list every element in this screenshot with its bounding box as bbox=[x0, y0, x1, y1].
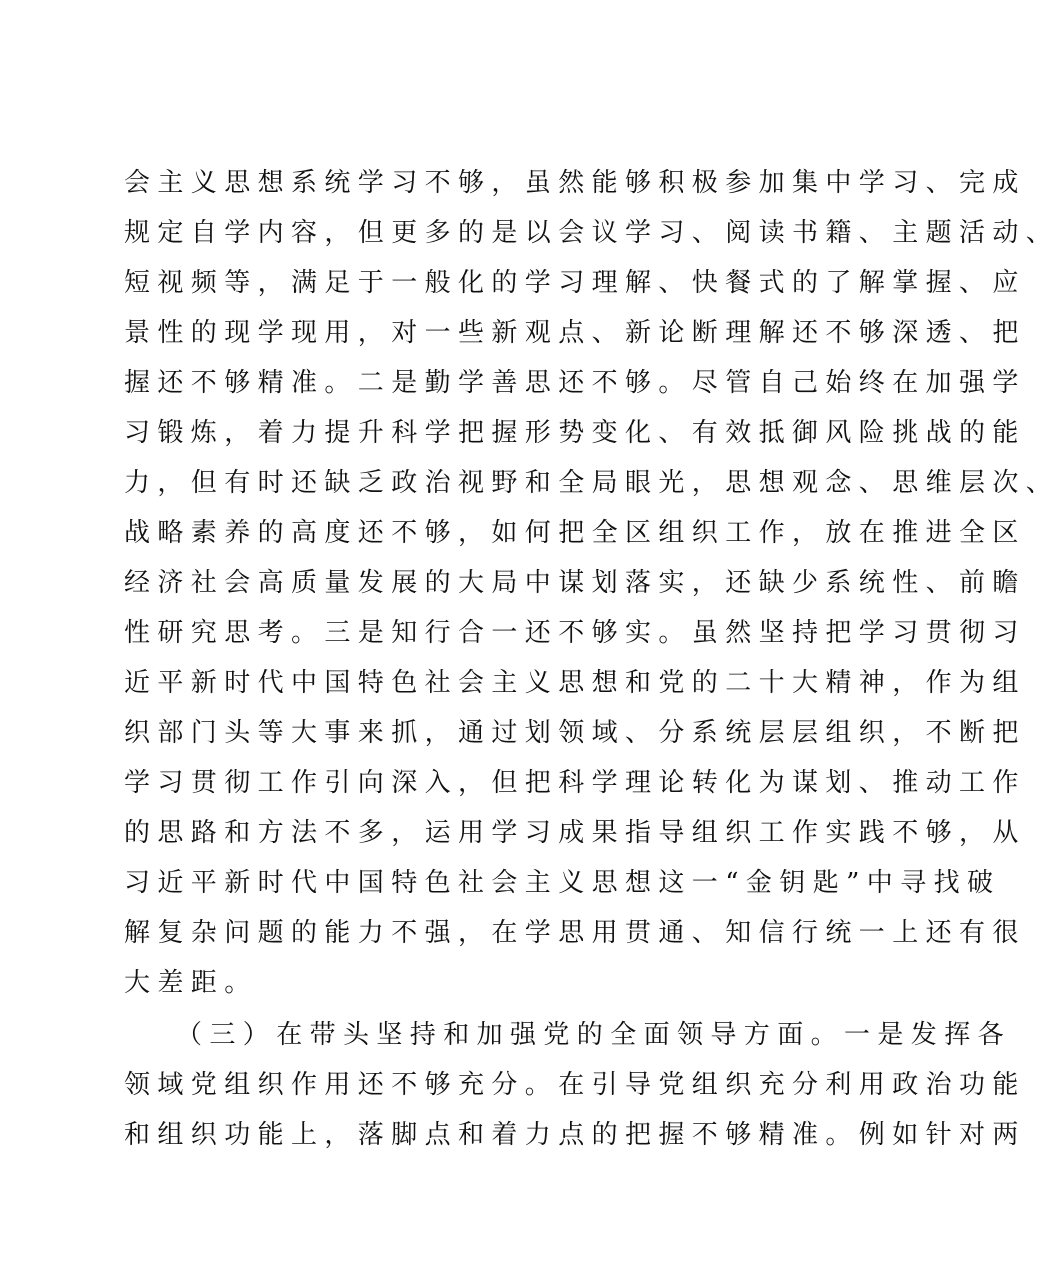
text-line: 力，但有时还缺乏政治视野和全局眼光，思想观念、思维层次、 bbox=[124, 468, 1059, 498]
text-line: 领域党组织作用还不够充分。在引导党组织充分利用政治功能 bbox=[124, 1070, 1026, 1100]
text-line: 解复杂问题的能力不强，在学思用贯通、知信行统一上还有很 bbox=[124, 918, 1026, 948]
text-line: 大差距。 bbox=[124, 968, 258, 998]
text-line: 会主义思想系统学习不够，虽然能够积极参加集中学习、完成 bbox=[124, 168, 1026, 198]
text-line: 织部门头等大事来抓，通过划领域、分系统层层组织，不断把 bbox=[124, 718, 1026, 748]
text-line: 握还不够精准。二是勤学善思还不够。尽管自己始终在加强学 bbox=[124, 368, 1026, 398]
text-line: 性研究思考。三是知行合一还不够实。虽然坚持把学习贯彻习 bbox=[124, 618, 1026, 648]
text-line: 近平新时代中国特色社会主义思想和党的二十大精神，作为组 bbox=[124, 668, 1026, 698]
text-line: 习近平新时代中国特色社会主义思想这一“金钥匙”中寻找破 bbox=[124, 868, 1001, 898]
text-line: 景性的现学现用，对一些新观点、新论断理解还不够深透、把 bbox=[124, 318, 1026, 348]
text-line: 战略素养的高度还不够，如何把全区组织工作，放在推进全区 bbox=[124, 518, 1026, 548]
section-heading-line: （三）在带头坚持和加强党的全面领导方面。一是发挥各 bbox=[176, 1020, 1012, 1050]
text-line: 规定自学内容，但更多的是以会议学习、阅读书籍、主题活动、 bbox=[124, 218, 1059, 248]
text-line: 和组织功能上，落脚点和着力点的把握不够精准。例如针对两 bbox=[124, 1120, 1026, 1150]
text-line: 的思路和方法不多，运用学习成果指导组织工作实践不够，从 bbox=[124, 818, 1026, 848]
text-line: 短视频等，满足于一般化的学习理解、快餐式的了解掌握、应 bbox=[124, 268, 1026, 298]
text-line: 习锻炼，着力提升科学把握形势变化、有效抵御风险挑战的能 bbox=[124, 418, 1026, 448]
text-line: 学习贯彻工作引向深入，但把科学理论转化为谋划、推动工作 bbox=[124, 768, 1026, 798]
text-line: 经济社会高质量发展的大局中谋划落实，还缺少系统性、前瞻 bbox=[124, 568, 1026, 598]
